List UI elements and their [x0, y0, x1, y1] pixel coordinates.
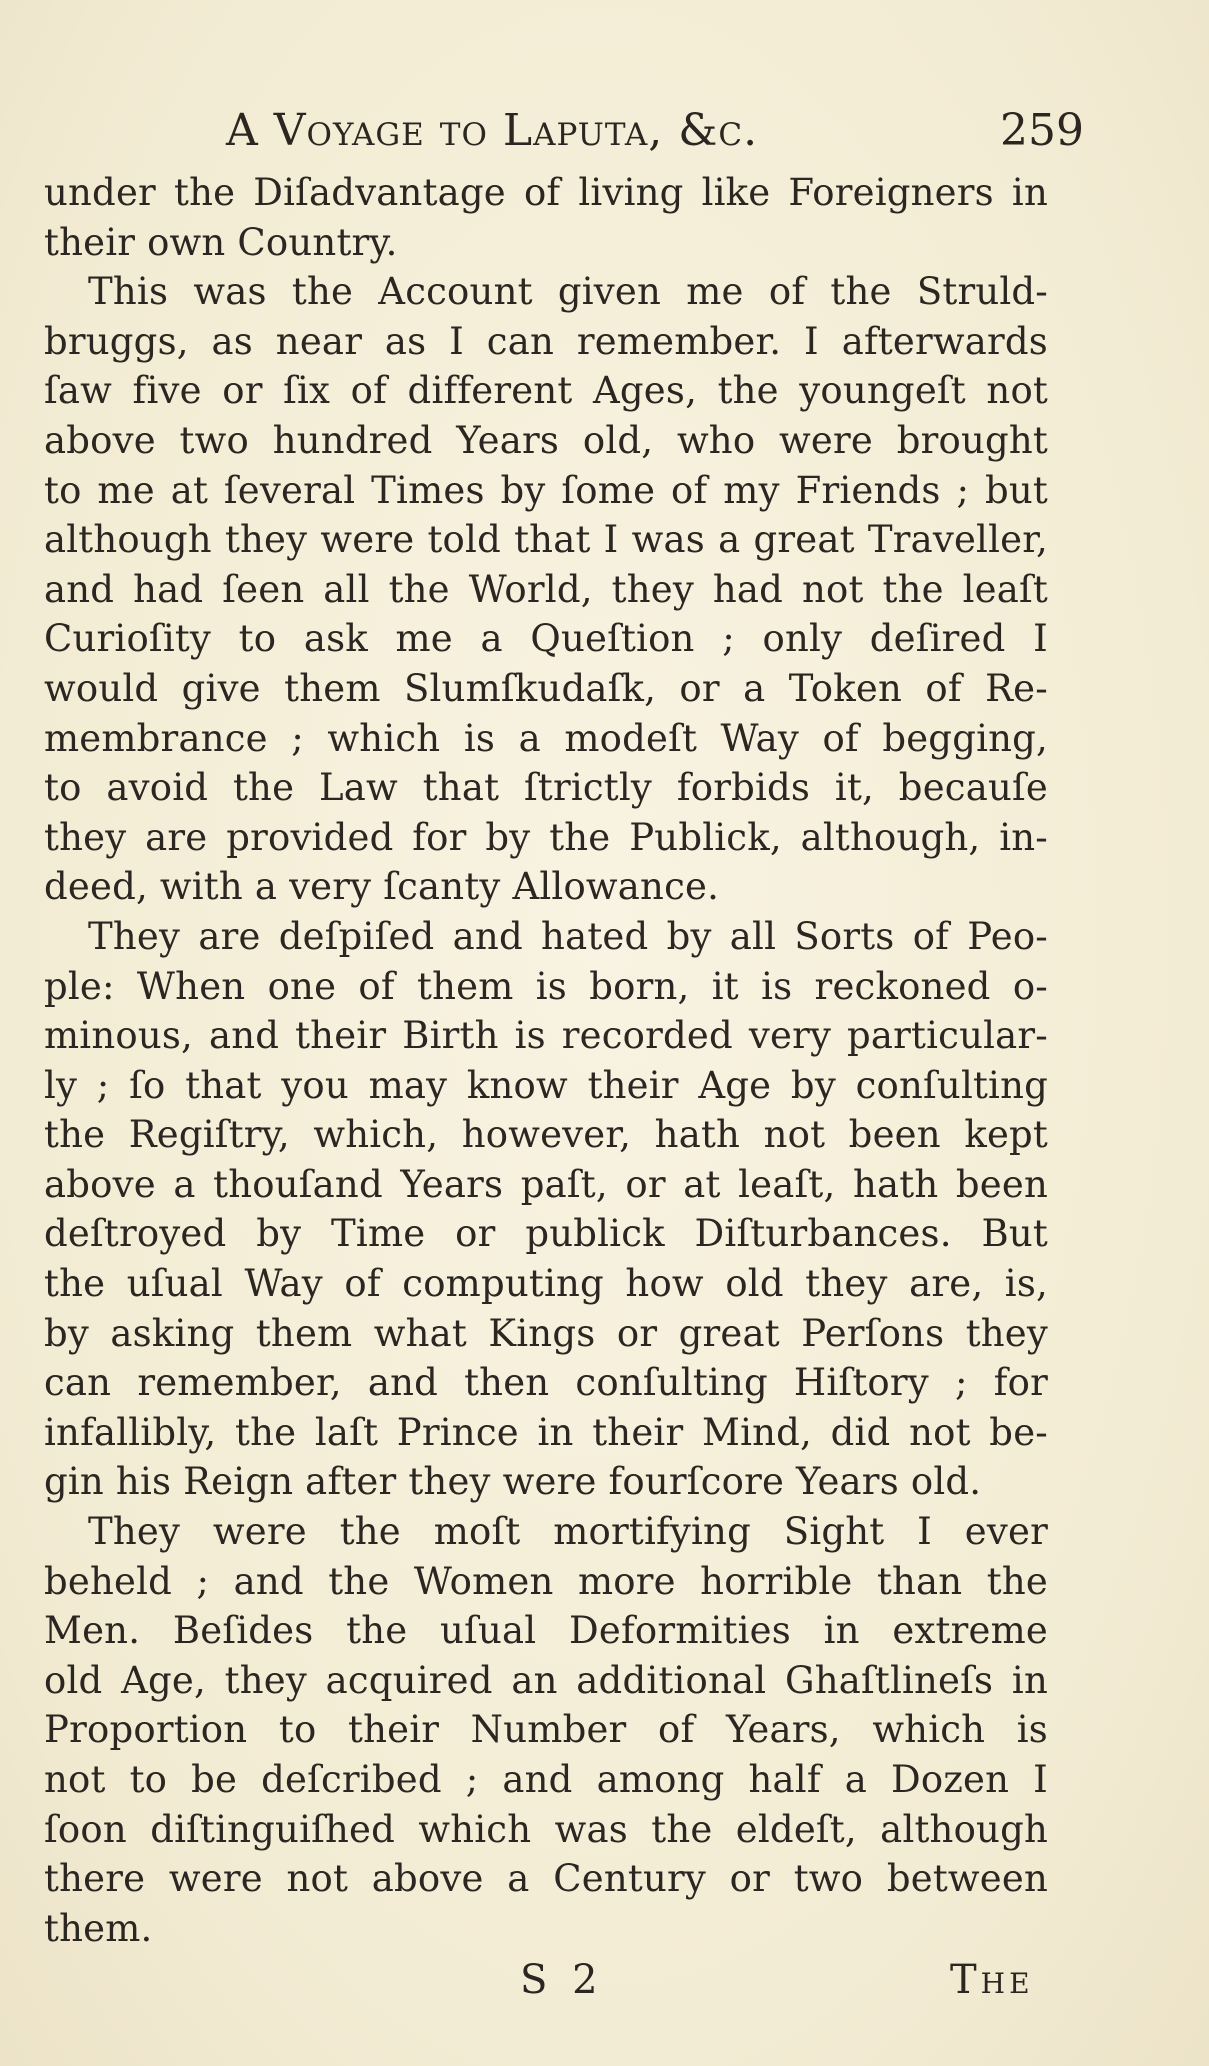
- text-line: the Regiſtry, which, however, hath not been kept: [44, 1113, 1048, 1157]
- text-line: membrance ; which is a modeſt Way of begging,: [44, 716, 1048, 760]
- text-line: they are provided for by the Publick, although, in-: [44, 815, 1048, 859]
- catchword: The: [950, 1957, 1034, 2003]
- text-line: them.: [44, 1906, 153, 1950]
- text-line: Men. Beſides the uſual Deformities in extreme: [44, 1609, 1048, 1653]
- text-line: minous, and their Birth is recorded very particular-: [44, 1014, 1048, 1058]
- text-line: bruggs, as near as I can remember. I afterwards: [44, 319, 1048, 363]
- text-line: beheld ; and the Women more horrible than the: [44, 1559, 1048, 1603]
- text-line: would give them Slumſkudaſk, or a Token of Re-: [44, 666, 1048, 710]
- text-line: under the Diſadvantage of living like Foreigners in: [44, 171, 1048, 214]
- signature-mark: S 2: [520, 1957, 604, 2003]
- text-line: their own Country.: [44, 220, 398, 264]
- text-line: to me at ſeveral Times by ſome of my Friends ; but: [44, 468, 1048, 512]
- text-line: above two hundred Years old, who were brought: [44, 418, 1048, 462]
- text-line: deſtroyed by Time or publick Diſturbances. But: [44, 1212, 1048, 1256]
- body-text: [44, 168, 1048, 1953]
- text-line: the uſual Way of computing how old they are, is,: [44, 1262, 1048, 1306]
- text-line: old Age, they acquired an additional Ghaſtlineſs in: [44, 1658, 1048, 1702]
- running-head: A Voyage to Laputa, &c.: [226, 105, 759, 156]
- page-number: 259: [1000, 105, 1084, 156]
- text-line: above a thouſand Years paſt, or at leaſt, hath been: [44, 1162, 1048, 1206]
- text-line: Curioſity to ask me a Queſtion ; only deſired I: [44, 617, 1048, 661]
- text-line: Proportion to their Number of Years, which is: [44, 1708, 1048, 1752]
- text-line: can remember, and then conſulting Hiſtory ; for: [44, 1361, 1048, 1405]
- text-line: They are deſpiſed and hated by all Sorts of Peo-: [88, 914, 1048, 958]
- text-line: infallibly, the laſt Prince in their Mind, did not be-: [44, 1410, 1048, 1454]
- text-line: there were not above a Century or two between: [44, 1857, 1048, 1901]
- text-line: not to be deſcribed ; and among half a Dozen I: [44, 1758, 1048, 1801]
- text-line: gin his Reign after they were fourſcore Years old.: [44, 1460, 982, 1504]
- page-footer: [0, 1950, 1209, 2010]
- text-line: deed, with a very ſcanty Allowance.: [44, 865, 720, 909]
- text-line: ly ; ſo that you may know their Age by conſulting: [44, 1063, 1048, 1107]
- text-line: This was the Account given me of the Struld-: [88, 270, 1048, 314]
- text-line: to avoid the Law that ſtrictly forbids it, becauſe: [44, 766, 1048, 810]
- text-line: ſaw five or ſix of different Ages, the youngeſt not: [44, 369, 1048, 413]
- text-line: and had ſeen all the World, they had not the leaſt: [44, 567, 1048, 611]
- text-line: ple: When one of them is born, it is reckoned o-: [44, 964, 1048, 1008]
- text-line: by asking them what Kings or great Perſons they: [44, 1311, 1048, 1355]
- text-line: They were the moſt mortifying Sight I ever: [88, 1510, 1048, 1554]
- text-line: although they were told that I was a great Traveller,: [44, 518, 1048, 562]
- text-line: ſoon diſtinguiſhed which was the eldeſt, although: [44, 1807, 1048, 1851]
- page-header: [226, 100, 1084, 162]
